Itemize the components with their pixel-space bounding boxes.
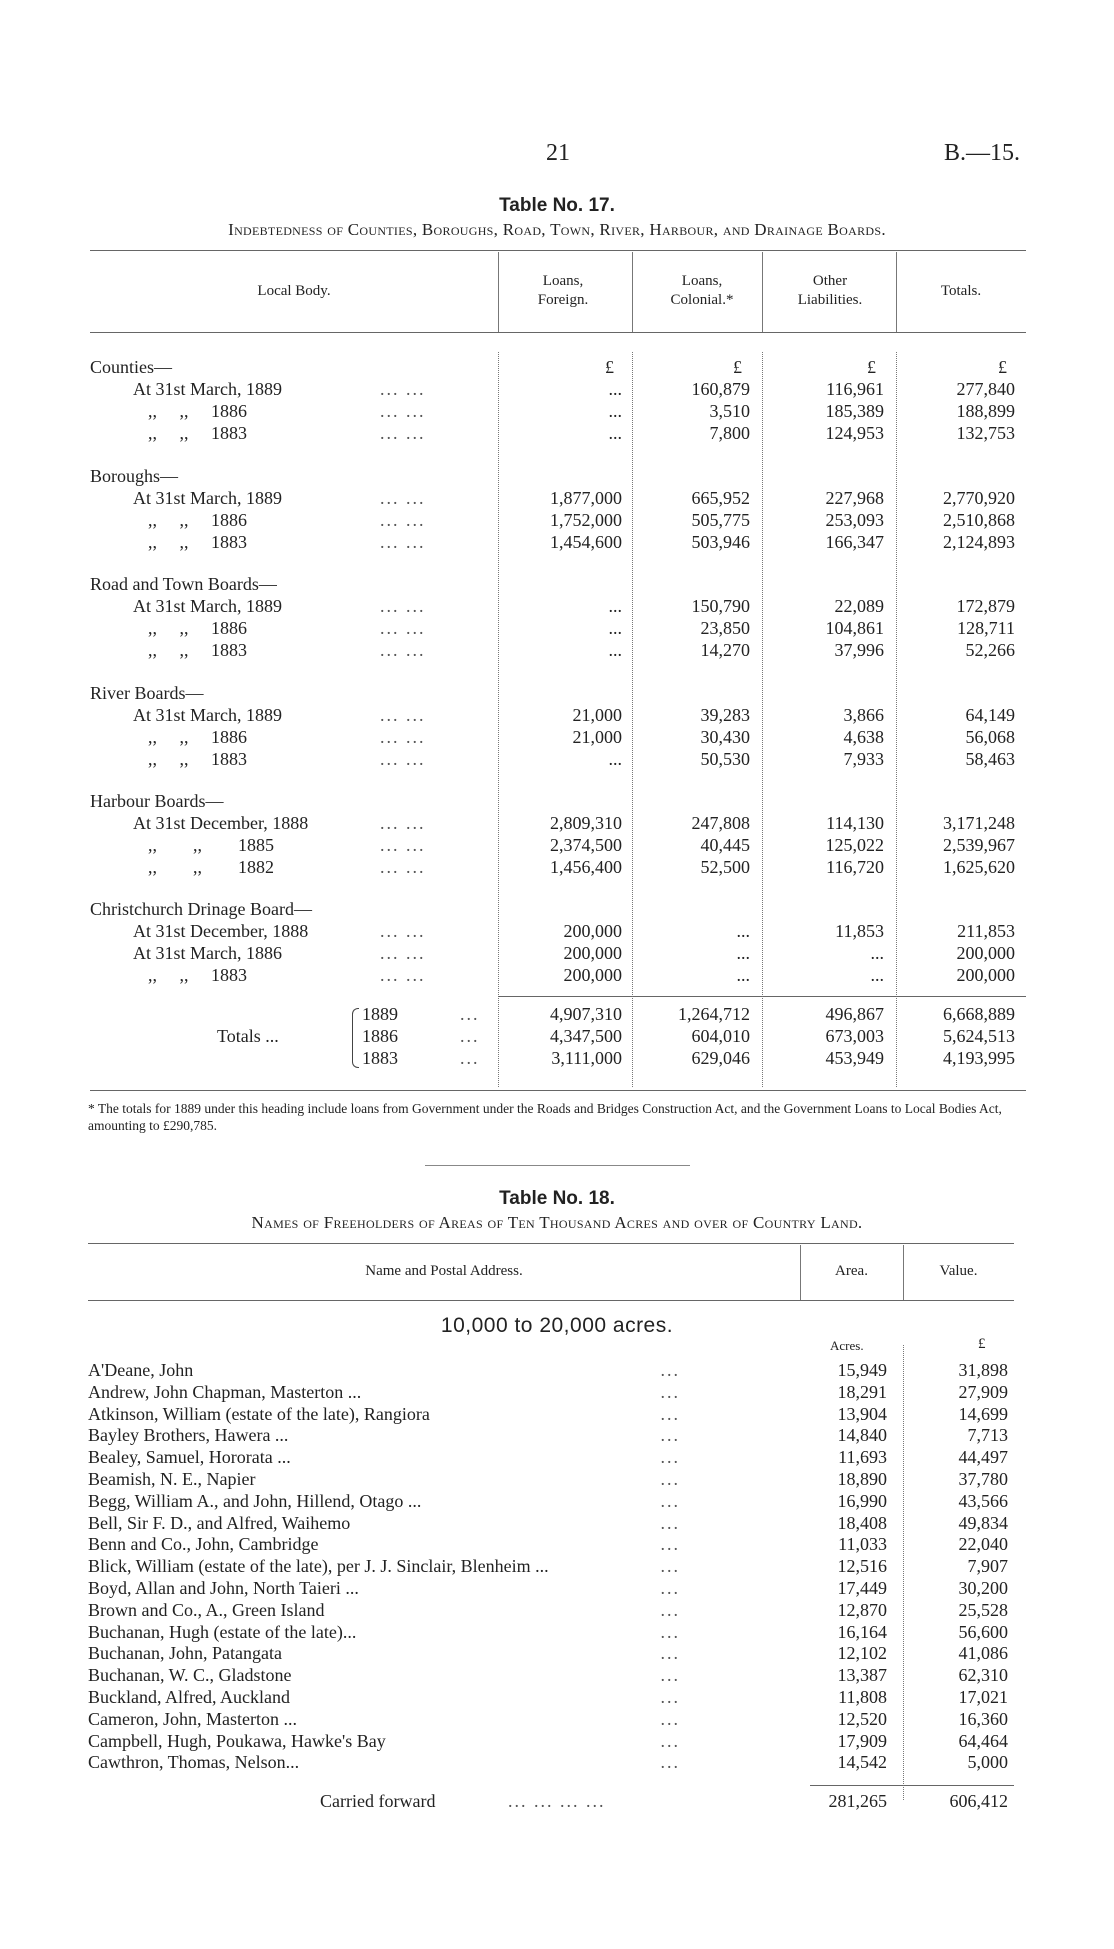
table17-col-loans-foreign: Loans, Foreign. [537, 273, 589, 308]
table17-group-name: Counties— [90, 357, 173, 377]
area-value: 16,164 [837, 1622, 887, 1642]
table18-col-area: Area. [835, 1263, 868, 1279]
table18-unit-area: Acres. [830, 1338, 864, 1353]
totals-value: 2,770,920 [943, 488, 1015, 508]
leader-dots: ... ... [380, 749, 426, 769]
loans-foreign-value: ... [608, 379, 622, 399]
value-value: 62,310 [958, 1665, 1008, 1685]
table18-row [88, 1642, 1014, 1664]
other-liabilities-value: 4,638 [843, 727, 884, 747]
other-liabilities-value: 453,949 [825, 1048, 884, 1068]
value-value: 16,360 [958, 1709, 1008, 1729]
table18-row [88, 1468, 1014, 1490]
leader-dots: ... ... [380, 835, 426, 855]
row-label: At 31st March, 1889 [133, 705, 282, 725]
freeholder-name: Atkinson, William (estate of the late), Rangiora [88, 1404, 430, 1424]
row-label: ,, ,, 1883 [148, 965, 247, 985]
leader-dots: ... ... [380, 510, 426, 530]
leader-dots: ... [660, 1513, 680, 1533]
table18-unit-value: £ [978, 1336, 986, 1352]
loans-colonial-value: 503,946 [691, 532, 750, 552]
leader-dots: ... [460, 1004, 480, 1024]
area-value: 11,808 [838, 1687, 887, 1707]
table18-row [88, 1424, 1014, 1446]
area-value: 12,520 [837, 1709, 887, 1729]
row-label: ,, ,, 1886 [148, 727, 247, 747]
freeholder-name: Cawthron, Thomas, Nelson... [88, 1752, 300, 1772]
table17-group-name: Road and Town Boards— [90, 574, 277, 594]
table18-row [88, 1708, 1014, 1730]
other-liabilities-value: 166,347 [825, 532, 884, 552]
row-label: At 31st December, 1888 [133, 921, 309, 941]
leader-dots: ... [660, 1687, 680, 1707]
leader-dots: ... ... [380, 705, 426, 725]
value-value: 64,464 [958, 1731, 1008, 1751]
other-liabilities-value: 114,130 [826, 813, 884, 833]
value-value: 7,907 [967, 1556, 1008, 1576]
leader-dots: ... ... [380, 727, 426, 747]
currency-symbol: £ [733, 357, 742, 377]
row-label: At 31st March, 1886 [133, 943, 282, 963]
value-value: 49,834 [958, 1513, 1008, 1533]
leader-dots: ... [660, 1447, 680, 1467]
table18-carried-forward-row [88, 1790, 1014, 1812]
other-liabilities-value: 673,003 [825, 1026, 884, 1046]
totals-value: 4,193,995 [943, 1048, 1015, 1068]
value-value: 17,021 [958, 1687, 1008, 1707]
loans-colonial-value: 7,800 [709, 423, 750, 443]
loans-colonial-value: 160,879 [691, 379, 750, 399]
totals-value: 58,463 [965, 749, 1015, 769]
loans-foreign-value: 21,000 [572, 705, 622, 725]
loans-colonial-value: 23,850 [700, 618, 750, 638]
freeholder-name: Andrew, John Chapman, Masterton ... [88, 1382, 362, 1402]
document-reference: B.—15. [944, 140, 1021, 166]
totals-value: 3,171,248 [943, 813, 1015, 833]
leader-dots: ... [660, 1469, 680, 1489]
other-liabilities-value: 125,022 [825, 835, 884, 855]
value-value: 43,566 [958, 1491, 1008, 1511]
table18-col-name: Name and Postal Address. [365, 1263, 523, 1279]
value-value: 25,528 [958, 1600, 1008, 1620]
other-liabilities-value: 11,853 [835, 921, 884, 941]
loans-foreign-value: 4,907,310 [550, 1004, 622, 1024]
area-value: 15,949 [837, 1360, 887, 1380]
value-value: 22,040 [958, 1534, 1008, 1554]
freeholder-name: Benn and Co., John, Cambridge [88, 1534, 319, 1554]
loans-foreign-value: 21,000 [572, 727, 622, 747]
loans-foreign-value: ... [608, 401, 622, 421]
loans-colonial-value: 665,952 [691, 488, 750, 508]
totals-value: 277,840 [956, 379, 1015, 399]
other-liabilities-value: 253,093 [825, 510, 884, 530]
table18-section-heading: 10,000 to 20,000 acres. [440, 1314, 674, 1337]
table18-col-value: Value. [939, 1263, 978, 1279]
other-liabilities-value: 496,867 [825, 1004, 884, 1024]
loans-foreign-value: 1,752,000 [550, 510, 622, 530]
other-liabilities-value: 185,389 [825, 401, 884, 421]
loans-colonial-value: 52,500 [700, 857, 750, 877]
freeholder-name: Boyd, Allan and John, North Taieri ... [88, 1578, 359, 1598]
totals-value: 128,711 [957, 618, 1015, 638]
carried-forward-label: Carried forward [320, 1791, 436, 1811]
leader-dots: ... [660, 1382, 680, 1402]
loans-colonial-value: 3,510 [709, 401, 750, 421]
leader-dots: ... [660, 1360, 680, 1380]
value-value: 7,713 [967, 1425, 1008, 1445]
freeholder-name: Bealey, Samuel, Hororata ... [88, 1447, 291, 1467]
row-label: At 31st March, 1889 [133, 596, 282, 616]
freeholder-name: Campbell, Hugh, Poukawa, Hawke's Bay [88, 1731, 386, 1751]
other-liabilities-value: 3,866 [843, 705, 884, 725]
leader-dots: ... [660, 1665, 680, 1685]
loans-foreign-value: 2,809,310 [550, 813, 622, 833]
loans-foreign-value: ... [608, 596, 622, 616]
table17-title: Table No. 17. [499, 195, 615, 216]
loans-foreign-value: 200,000 [563, 965, 622, 985]
area-value: 14,542 [837, 1752, 887, 1772]
row-label: ,, ,, 1883 [148, 423, 247, 443]
totals-value: 5,624,513 [943, 1026, 1015, 1046]
row-label: ,, ,, 1885 [148, 835, 274, 855]
freeholder-name: Brown and Co., A., Green Island [88, 1600, 325, 1620]
leader-dots: ... [660, 1491, 680, 1511]
totals-value: 200,000 [956, 943, 1015, 963]
value-value: 56,600 [958, 1622, 1008, 1642]
row-label: ,, ,, 1883 [148, 749, 247, 769]
other-liabilities-value: ... [870, 965, 884, 985]
row-label: ,, ,, 1886 [148, 618, 247, 638]
area-value: 18,291 [837, 1382, 887, 1402]
table18-top-rule [88, 1243, 1014, 1244]
freeholder-name: Buchanan, W. C., Gladstone [88, 1665, 292, 1685]
table18-row [88, 1381, 1014, 1403]
leader-dots: ... [660, 1752, 680, 1772]
area-value: 11,693 [838, 1447, 887, 1467]
value-value: 44,497 [958, 1447, 1008, 1467]
loans-foreign-value: ... [608, 618, 622, 638]
table18-row [88, 1359, 1014, 1381]
currency-symbol: £ [605, 357, 614, 377]
totals-year: 1886 [362, 1026, 398, 1046]
other-liabilities-value: 227,968 [825, 488, 884, 508]
value-value: 27,909 [958, 1382, 1008, 1402]
freeholder-name: Blick, William (estate of the late), per J. J. Sinclair, Blenheim ... [88, 1556, 549, 1576]
row-label: At 31st December, 1888 [133, 813, 309, 833]
leader-dots: ... [660, 1404, 680, 1424]
value-value: 37,780 [958, 1469, 1008, 1489]
area-value: 17,909 [837, 1731, 887, 1751]
loans-colonial-value: 604,010 [691, 1026, 750, 1046]
area-value: 18,408 [837, 1513, 887, 1533]
carried-forward-value: 606,412 [949, 1791, 1008, 1811]
freeholder-name: A'Deane, John [88, 1360, 194, 1380]
leader-dots: ... ... [380, 379, 426, 399]
leader-dots: ... ... [380, 640, 426, 660]
table18-row [88, 1490, 1014, 1512]
totals-value: 188,899 [956, 401, 1015, 421]
totals-value: 2,539,967 [943, 835, 1015, 855]
leader-dots: ... ... [380, 401, 426, 421]
area-value: 13,387 [837, 1665, 887, 1685]
table17-group-name: Christchurch Drinage Board— [90, 899, 312, 919]
loans-colonial-value: 629,046 [691, 1048, 750, 1068]
value-value: 14,699 [958, 1404, 1008, 1424]
table18-subtotal-rule [810, 1785, 1014, 1786]
leader-dots: ... ... [380, 596, 426, 616]
leader-dots: ... [660, 1556, 680, 1576]
table18-row [88, 1621, 1014, 1643]
freeholder-name: Cameron, John, Masterton ... [88, 1709, 297, 1729]
area-value: 11,033 [838, 1534, 887, 1554]
freeholder-name: Buchanan, Hugh (estate of the late)... [88, 1622, 357, 1642]
loans-foreign-value: 3,111,000 [551, 1048, 622, 1068]
loans-foreign-value: 1,454,600 [550, 532, 622, 552]
leader-dots: ... ... ... ... [508, 1791, 606, 1811]
area-value: 17,449 [837, 1578, 887, 1598]
totals-value: 2,510,868 [943, 510, 1015, 530]
row-label: At 31st March, 1889 [133, 379, 282, 399]
table18-subtitle: Names of Freeholders of Areas of Ten Thousand Acres and over of Country Land. [251, 1213, 863, 1232]
totals-value: 132,753 [956, 423, 1015, 443]
other-liabilities-value: 124,953 [825, 423, 884, 443]
loans-foreign-value: 200,000 [563, 943, 622, 963]
loans-colonial-value: 40,445 [700, 835, 750, 855]
table18-row [88, 1730, 1014, 1752]
table17-col-other-liabilities: Other Liabilities. [797, 273, 863, 308]
row-label: At 31st March, 1889 [133, 488, 282, 508]
freeholder-name: Buckland, Alfred, Auckland [88, 1687, 290, 1707]
leader-dots: ... ... [380, 423, 426, 443]
table18-row [88, 1533, 1014, 1555]
leader-dots: ... ... [380, 921, 426, 941]
loans-colonial-value: 247,808 [691, 813, 750, 833]
table17-group-name: Harbour Boards— [90, 791, 224, 811]
leader-dots: ... [660, 1600, 680, 1620]
area-value: 18,890 [837, 1469, 887, 1489]
table17-group-name: River Boards— [90, 683, 204, 703]
loans-colonial-value: 1,264,712 [678, 1004, 750, 1024]
leader-dots: ... ... [380, 965, 426, 985]
loans-colonial-value: 14,270 [700, 640, 750, 660]
totals-value: 56,068 [965, 727, 1015, 747]
other-liabilities-value: ... [870, 943, 884, 963]
loans-foreign-value: 1,877,000 [550, 488, 622, 508]
row-label: ,, ,, 1886 [148, 401, 247, 421]
leader-dots: ... ... [380, 943, 426, 963]
page-number: 21 [546, 140, 570, 166]
area-value: 12,516 [837, 1556, 887, 1576]
freeholder-name: Buchanan, John, Patangata [88, 1643, 282, 1663]
table18-row [88, 1555, 1014, 1577]
area-value: 13,904 [837, 1404, 887, 1424]
freeholder-name: Beamish, N. E., Napier [88, 1469, 256, 1489]
leader-dots: ... [660, 1622, 680, 1642]
other-liabilities-value: 116,720 [826, 857, 884, 877]
area-value: 12,102 [837, 1643, 887, 1663]
other-liabilities-value: 22,089 [834, 596, 884, 616]
loans-foreign-value: 1,456,400 [550, 857, 622, 877]
leader-dots: ... ... [380, 532, 426, 552]
loans-foreign-value: 4,347,500 [550, 1026, 622, 1046]
loans-foreign-value: 2,374,500 [550, 835, 622, 855]
leader-dots: ... ... [380, 618, 426, 638]
currency-symbol: £ [998, 357, 1007, 377]
leader-dots: ... [660, 1709, 680, 1729]
area-value: 14,840 [837, 1425, 887, 1445]
loans-colonial-value: 39,283 [700, 705, 750, 725]
area-value: 16,990 [837, 1491, 887, 1511]
loans-colonial-value: ... [736, 921, 750, 941]
leader-dots: ... ... [380, 813, 426, 833]
value-value: 31,898 [958, 1360, 1008, 1380]
area-value: 12,870 [837, 1600, 887, 1620]
other-liabilities-value: 104,861 [825, 618, 884, 638]
freeholder-name: Bayley Brothers, Hawera ... [88, 1425, 289, 1445]
totals-value: 1,625,620 [943, 857, 1015, 877]
table18-row [88, 1446, 1014, 1468]
totals-value: 64,149 [965, 705, 1015, 725]
table17-totals-label: Totals ... [217, 1026, 279, 1046]
table18-row [88, 1686, 1014, 1708]
carried-forward-area: 281,265 [828, 1791, 887, 1811]
other-liabilities-value: 7,933 [843, 749, 884, 769]
table18-header-rule [88, 1300, 1014, 1301]
table18-row [88, 1512, 1014, 1534]
value-value: 41,086 [958, 1643, 1008, 1663]
other-liabilities-value: 37,996 [834, 640, 884, 660]
row-label: ,, ,, 1886 [148, 510, 247, 530]
leader-dots: ... [660, 1578, 680, 1598]
leader-dots: ... [660, 1643, 680, 1663]
table17-group-name: Boroughs— [90, 466, 179, 486]
loans-colonial-value: 150,790 [691, 596, 750, 616]
leader-dots: ... [460, 1026, 480, 1046]
table17-footnote: * The totals for 1889 under this heading include loans from Government under the Roads and Bridges Construction Act, and the Government Loans to Local Bodies Act, amounting to £290,785. [88, 1101, 1002, 1133]
freeholder-name: Begg, William A., and John, Hillend, Otago ... [88, 1491, 422, 1511]
row-label: ,, ,, 1882 [148, 857, 274, 877]
loans-colonial-value: ... [736, 965, 750, 985]
table17-subtitle: Indebtedness of Counties, Boroughs, Road, Town, River, Harbour, and Drainage Boards. [228, 220, 886, 239]
loans-foreign-value: ... [608, 749, 622, 769]
row-label: ,, ,, 1883 [148, 640, 247, 660]
table17-col-local-body: Local Body. [257, 283, 331, 299]
totals-value: 52,266 [965, 640, 1015, 660]
loans-foreign-value: ... [608, 640, 622, 660]
leader-dots: ... [660, 1425, 680, 1445]
totals-value: 2,124,893 [943, 532, 1015, 552]
leader-dots: ... ... [380, 488, 426, 508]
leader-dots: ... ... [380, 857, 426, 877]
totals-value: 6,668,889 [943, 1004, 1015, 1024]
other-liabilities-value: 116,961 [826, 379, 884, 399]
totals-value: 172,879 [956, 596, 1015, 616]
table18-row [88, 1664, 1014, 1686]
leader-dots: ... [660, 1731, 680, 1751]
totals-year: 1883 [362, 1048, 398, 1068]
loans-colonial-value: 50,530 [700, 749, 750, 769]
loans-colonial-value: 30,430 [700, 727, 750, 747]
table18-title: Table No. 18. [499, 1188, 615, 1209]
table18-row [88, 1577, 1014, 1599]
row-label: ,, ,, 1883 [148, 532, 247, 552]
table17-col-loans-colonial: Loans, Colonial.* [670, 273, 734, 308]
totals-value: 211,853 [957, 921, 1015, 941]
table18-row [88, 1751, 1014, 1773]
table18-row [88, 1403, 1014, 1425]
currency-symbol: £ [867, 357, 876, 377]
leader-dots: ... [660, 1534, 680, 1554]
leader-dots: ... [460, 1048, 480, 1068]
value-value: 30,200 [958, 1578, 1008, 1598]
table18-row [88, 1599, 1014, 1621]
table17-col-totals: Totals. [940, 283, 982, 299]
freeholder-name: Bell, Sir F. D., and Alfred, Waihemo [88, 1513, 351, 1533]
totals-year: 1889 [362, 1004, 398, 1024]
loans-colonial-value: ... [736, 943, 750, 963]
loans-colonial-value: 505,775 [691, 510, 750, 530]
value-value: 5,000 [967, 1752, 1008, 1772]
loans-foreign-value: ... [608, 423, 622, 443]
totals-value: 200,000 [956, 965, 1015, 985]
loans-foreign-value: 200,000 [563, 921, 622, 941]
